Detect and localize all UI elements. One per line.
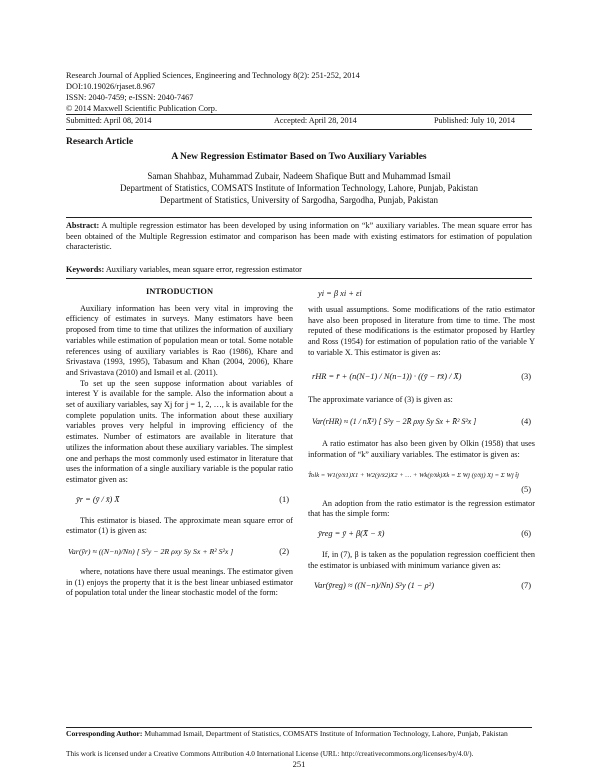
paragraph: A ratio estimator has also been given by Olkin (1958) that uses information of “k” auxiliary variables. The estimator is given as: [308, 439, 535, 459]
corresponding-author [66, 729, 532, 739]
paragraph: with usual assumptions. Some modifications of the ratio estimator have also been proposed in literature from time to time. The most reputed of these modifications is the estimator proposed by Hartley and Ross (1954) for estimation of population ratio of the variable Y to variable X. This estimator is given as: [308, 305, 535, 357]
equation-formula: T̂olk = W1(ȳ/x̄1)X1 + W2(ȳ/x̄2)X2 + … + Wk(ȳ/x̄k)Xk = Σ Wj (ȳ/x̄j) Xj = Σ Wj t̂j [308, 471, 519, 479]
equation-number: (6) [521, 529, 531, 539]
equation-formula: Var(ȳr) ≈ ((N−n)/Nn) [ S²y − 2R ρxy Sy Sx + R² S²x ] [68, 547, 234, 557]
journal-line: Research Journal of Applied Sciences, Engineering and Technology 8(2): 251-252, 2014 [66, 71, 360, 80]
equation [308, 571, 535, 601]
corresponding-label: Corresponding Author: [66, 729, 143, 738]
equation-formula: ȳreg = ȳ + β(X̄ − x̄) [318, 529, 385, 539]
equation-formula: ȳr = (ȳ / x̄) X̄ [76, 494, 120, 504]
article-type: Research Article [66, 137, 134, 147]
equation-formula: yi = β xi + εi [318, 289, 362, 298]
divider [66, 129, 532, 130]
equation-number: (1) [279, 494, 289, 504]
paragraph: If, in (7), β is taken as the population regression coefficient then the estimator is unbiased with minimum variance given as: [308, 550, 535, 570]
journal-doi: DOI:10.19026/rjaset.8.967 [66, 82, 156, 91]
abstract [66, 221, 532, 253]
equation-formula: Var(rHR) ≈ (1 / nX̄²) [ S²y − 2R̄ ρxy Sy Sx + R̄² S²x ] [312, 417, 477, 427]
paragraph: To set up the seen suppose information about variables of interest Y is available for the sample. Also the information about a set of auxiliary variables, say Xj for j = 1, 2, …, k is available for the complete population units. The information about these auxiliary variables proves very helpful in improving efficiency of the estimates. Number of estimators are available in literature that utilizes the information about these auxiliary variables. The simplest one and perhaps the most commonly used estimator in literature that uses the information of a single auxiliary variable is the popular ratio estimator given as: [66, 378, 293, 484]
journal-copyright: © 2014 Maxwell Scientific Publication Corp. [66, 104, 218, 113]
affiliation-2: Department of Statistics, University of Sargodha, Sargodha, Punjab, Pakistan [159, 195, 439, 205]
equation-number: (4) [521, 417, 531, 427]
author-block [66, 170, 532, 206]
page-number: 251 [292, 759, 306, 769]
affiliation-1: Department of Statistics, COMSATS Institute of Information Technology, Lahore, Punjab, Pakistan [119, 183, 479, 193]
equation-formula: Var(ȳreg) ≈ ((N−n)/Nn) S²y (1 − ρ²) [314, 581, 434, 591]
section-heading: INTRODUCTION [145, 287, 213, 296]
paragraph: The approximate variance of (3) is given as: [308, 394, 453, 404]
equation-number: (2) [279, 547, 289, 557]
equation [308, 289, 535, 305]
abstract-text: A multiple regression estimator has been developed by using information on “k” auxiliary variables. The mean square error has been obtained of the Multiple Regression estimator and comparison has been made with existing estimators for estimation of population characteristic. [66, 221, 532, 252]
submitted-date: Submitted: April 08, 2014 [66, 116, 152, 125]
authors: Saman Shahbaz, Muhammad Zubair, Nadeem Shafique Butt and Muhammad Ismail [147, 171, 451, 181]
equation-number: (7) [521, 581, 531, 591]
equation [308, 461, 535, 499]
equation-formula: rHR = r̄ + (n(N−1) / N(n−1)) · ((ȳ − r̄x̄) / X̄) [312, 371, 462, 381]
paragraph: where, notations have there usual meanings. The estimator given in (1) enjoys the property that it is the best linear unbiased estimator of population total under the linear stochastic model of the form: [66, 567, 293, 598]
equation-number: (3) [521, 371, 531, 381]
equation [308, 520, 535, 550]
equation [308, 405, 535, 439]
license-note: This work is licensed under a Creative Commons Attribution 4.0 International License (URL: http://creativecommons.org/licenses/by/4.0/). [66, 749, 474, 758]
abstract-label: Abstract: [66, 221, 100, 230]
paragraph: Auxiliary information has been very vital in improving the efficiency of estimates in surveys. Many estimators have been proposed from time to time that utilizes the information of auxiliary variables while estimation of population mean or total. Some notable references using of auxiliary variables is Rao (1986), Khare and Srivastava (1993, 1995), Tabasum and Khan (2004, 2006), Khare and Srivastava (2010) and Ismail et al. (2011). [66, 303, 293, 377]
left-column [66, 287, 293, 599]
keywords [66, 265, 532, 274]
journal-issn: ISSN: 2040-7459; e-ISSN: 2040-7467 [66, 93, 194, 102]
article-title: A New Regression Estimator Based on Two Auxiliary Variables [171, 152, 427, 162]
equation-number: (5) [521, 484, 531, 494]
equation [308, 359, 535, 395]
journal-header [66, 70, 360, 114]
equation [66, 537, 293, 567]
keywords-text: Auxiliary variables, mean square error, regression estimator [105, 265, 302, 274]
paragraph: An adoption from the ratio estimator is the regression estimator that has the simple form: [308, 498, 535, 519]
divider [66, 727, 532, 728]
equation [66, 486, 293, 516]
paragraph: This estimator is biased. The approximate mean square error of estimator (1) is given as: [66, 515, 293, 536]
right-column [308, 289, 535, 601]
keywords-label: Keywords: [66, 265, 105, 274]
accepted-date: Accepted: April 28, 2014 [274, 116, 357, 125]
published-date: Published: July 10, 2014 [434, 116, 515, 125]
divider [66, 278, 532, 279]
divider [66, 114, 532, 115]
corresponding-text: Muhammad Ismail, Department of Statistics, COMSATS Institute of Information Technology, Lahore, Punjab, Pakistan [144, 729, 508, 738]
divider [66, 217, 532, 218]
